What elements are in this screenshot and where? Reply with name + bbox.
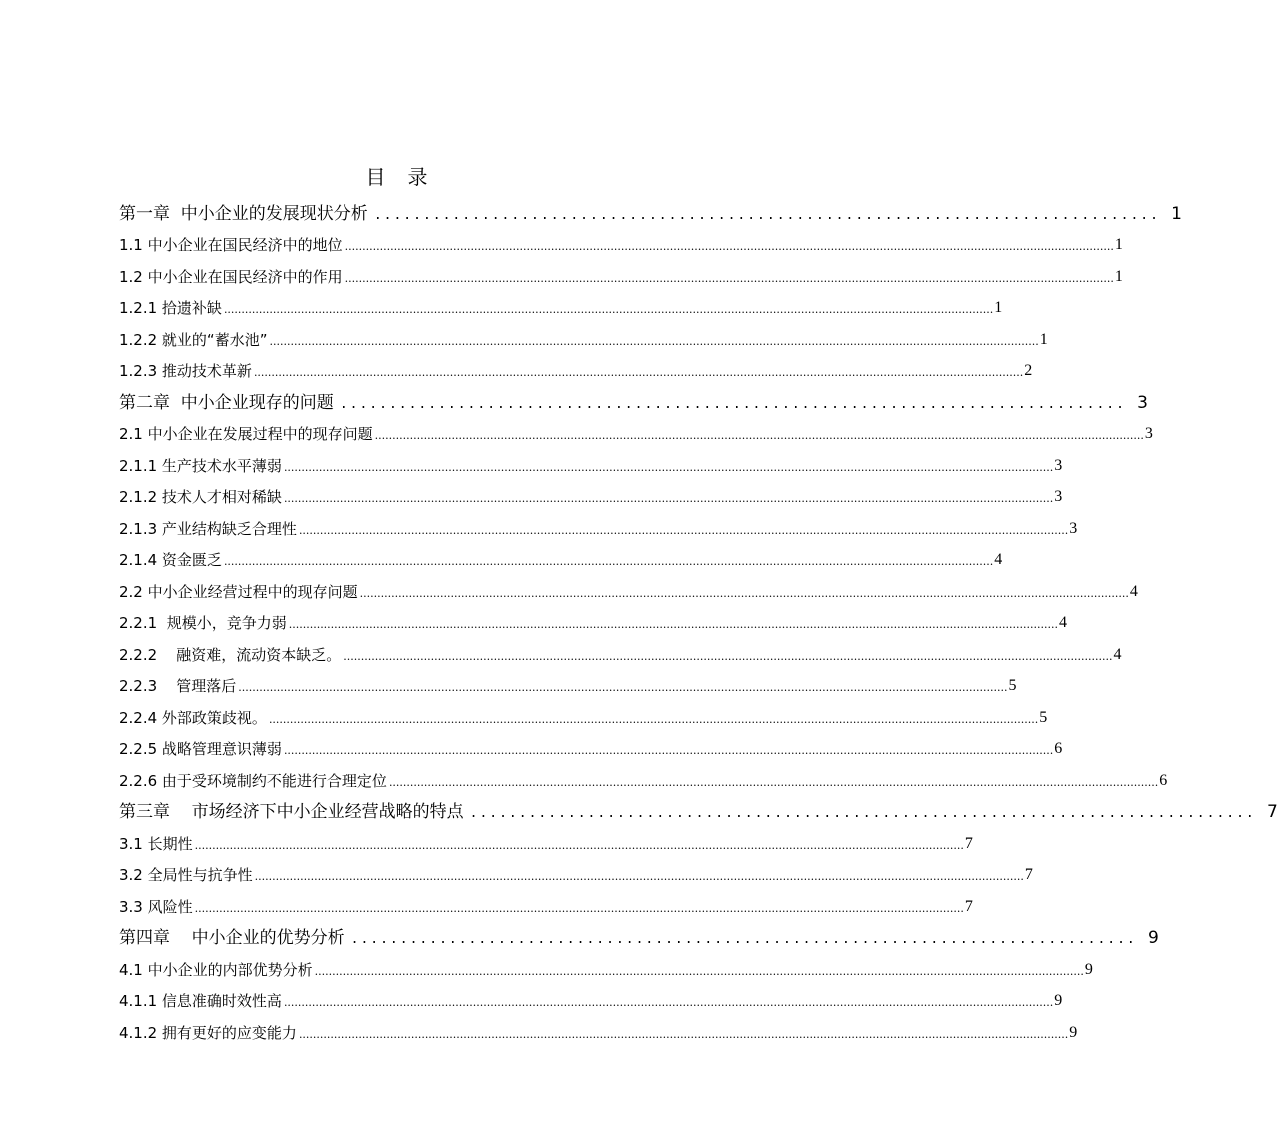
toc-entry-label: 2.2.4 外部政策歧视。 xyxy=(119,708,267,727)
toc-page-number: 1 xyxy=(1039,330,1048,348)
toc-dot-leader: ............................................................................................................................................................................................................................ xyxy=(283,460,1054,474)
toc-dot-leader: ............................................................................................................................................................................................................................ xyxy=(253,366,1024,379)
toc-dot-leader: ............................................................................................................................................................................................................................ xyxy=(388,775,1159,789)
toc-section-entry[interactable] xyxy=(119,636,1122,668)
toc-section-entry[interactable] xyxy=(119,1014,1078,1046)
toc-chapter-entry[interactable] xyxy=(119,920,1159,952)
toc-dot-leader: ............................................................................................................................................................................................................................ xyxy=(194,901,964,915)
toc-entry-label: 4.1.2 拥有更好的应变能力 xyxy=(119,1023,297,1042)
toc-dot-leader: ............................................................................................................................................................................................................................ xyxy=(344,240,1114,253)
toc-dot-leader: ............................................................................................................................................................................................................................ xyxy=(238,681,1008,694)
toc-entry-label: 第三章 市场经济下中小企业经营战略的特点 xyxy=(119,802,464,822)
toc-page-number: 7 xyxy=(1024,866,1033,883)
toc-entry-label: 2.2.1 规模小，竞争力弱 xyxy=(119,614,287,632)
toc-section-entry[interactable] xyxy=(119,951,1093,983)
toc-page-number: 3 xyxy=(1054,456,1063,474)
toc-page-number: 3 xyxy=(1137,392,1148,413)
toc-section-entry[interactable] xyxy=(119,542,1003,574)
toc-section-entry[interactable] xyxy=(119,573,1138,605)
toc-page-number: 1 xyxy=(1114,236,1123,253)
toc-dot-leader: ............................................................................................................................................................................................................................ xyxy=(343,649,1113,663)
toc-entry-label: 2.2 中小企业经营过程中的现存问题 xyxy=(119,582,358,601)
toc-section-entry[interactable] xyxy=(119,447,1063,479)
toc-dot-leader: ............................................................................................................................................................................................................................ xyxy=(254,870,1024,883)
toc-page-number: 1 xyxy=(994,299,1003,316)
toc-title xyxy=(0,163,793,191)
table-of-contents xyxy=(119,195,1278,1046)
toc-section-entry[interactable] xyxy=(119,731,1063,763)
toc-section-entry[interactable] xyxy=(119,290,1003,322)
toc-section-entry[interactable] xyxy=(119,605,1067,637)
toc-title-part2: 录 xyxy=(407,165,428,189)
toc-page-number: 9 xyxy=(1147,928,1159,948)
toc-dot-leader: ............................................................................................................................................................................................................................ xyxy=(223,303,994,316)
toc-dot-leader: ............................................................................................................................................................................................................................ xyxy=(314,964,1084,978)
toc-dot-leader: ............................................................................................................................................................................................................................ xyxy=(344,271,1114,285)
toc-entry-label: 3.1 长期性 xyxy=(119,834,193,853)
toc-page-number: 5 xyxy=(1039,708,1048,726)
toc-page-number: 7 xyxy=(964,834,973,852)
toc-dot-leader: ............................................................................................................................................................................................................................ xyxy=(283,492,1054,505)
toc-section-entry[interactable] xyxy=(119,668,1017,700)
toc-dot-leader: ............................................................................................................................................................................................................................ xyxy=(194,838,964,852)
toc-chapter-entry[interactable] xyxy=(119,794,1278,826)
toc-section-entry[interactable] xyxy=(119,258,1123,290)
toc-page-number: 4 xyxy=(1058,614,1067,631)
toc-entry-label: 2.1 中小企业在发展过程中的现存问题 xyxy=(119,425,373,443)
toc-dot-leader: ............................................................................................................................................................................................................................ xyxy=(298,523,1069,537)
toc-section-entry[interactable] xyxy=(119,699,1048,731)
toc-page-number: 3 xyxy=(1144,425,1153,442)
toc-page-number: 9 xyxy=(1084,960,1093,978)
toc-entry-label: 4.1.1 信息准确时效性高 xyxy=(119,992,282,1010)
toc-dot-leader: ............................................................................................................................................................................................................................ xyxy=(359,586,1129,600)
toc-page-number: 7 xyxy=(964,897,973,915)
toc-title-part1: 目 xyxy=(365,165,386,189)
toc-page-number: 6 xyxy=(1159,771,1168,789)
toc-entry-label: 2.2.2 融资难，流动资本缺乏。 xyxy=(119,645,342,664)
toc-section-entry[interactable] xyxy=(119,825,973,857)
toc-dot-leader: ............................................................................................................................................................................................................................ xyxy=(298,1027,1069,1041)
toc-entry-label: 1.2.3 推动技术革新 xyxy=(119,362,252,380)
toc-dot-leader: ............................................................................................................................................................................................................................ xyxy=(223,555,994,568)
toc-entry-label: 第一章 中小企业的发展现状分析 xyxy=(119,203,368,224)
toc-dot-leader: ............................................................................................................................................................................................................................ xyxy=(268,712,1039,726)
toc-dot-leader: ............................................................................................................................................................................................................................ xyxy=(283,744,1054,757)
toc-entry-label: 第四章 中小企业的优势分析 xyxy=(119,928,345,948)
toc-page-number: 2 xyxy=(1024,362,1033,379)
toc-entry-label: 2.1.3 产业结构缺乏合理性 xyxy=(119,519,297,538)
toc-page-number: 1 xyxy=(1114,267,1123,285)
toc-page-number: 4 xyxy=(1113,645,1122,663)
toc-dot-leader: ................................................................................ xyxy=(350,932,1137,947)
toc-page-number: 3 xyxy=(1069,519,1078,537)
toc-page-number: 4 xyxy=(1129,582,1138,600)
toc-chapter-entry[interactable] xyxy=(119,384,1148,416)
toc-dot-leader: ............................................................................................................................................................................................................................ xyxy=(283,996,1054,1009)
toc-dot-leader: ............................................................................................................................................................................................................................ xyxy=(288,618,1058,631)
toc-entry-label: 1.2 中小企业在国民经济中的作用 xyxy=(119,267,343,286)
toc-dot-leader: ............................................................................................................................................................................................................................ xyxy=(374,429,1144,442)
toc-page-number: 9 xyxy=(1054,992,1063,1009)
toc-entry-label: 第二章 中小企业现存的问题 xyxy=(119,392,334,413)
toc-entry-label: 1.2.1 拾遗补缺 xyxy=(119,299,222,317)
toc-section-entry[interactable] xyxy=(119,983,1063,1015)
toc-page-number: 1 xyxy=(1171,203,1182,224)
toc-entry-label: 3.3 风险性 xyxy=(119,897,193,916)
toc-dot-leader: ................................................................................ xyxy=(339,396,1126,412)
toc-page-number: 9 xyxy=(1069,1023,1078,1041)
toc-entry-label: 2.2.3 管理落后 xyxy=(119,677,237,695)
toc-entry-label: 2.1.1 生产技术水平薄弱 xyxy=(119,456,282,475)
toc-entry-label: 2.1.4 资金匮乏 xyxy=(119,551,222,569)
toc-section-entry[interactable] xyxy=(119,888,973,920)
toc-entry-label: 2.2.6 由于受环境制约不能进行合理定位 xyxy=(119,771,387,790)
toc-entry-label: 1.2.2 就业的“蓄水池” xyxy=(119,330,268,349)
toc-section-entry[interactable] xyxy=(119,510,1078,542)
toc-entry-label: 1.1 中小企业在国民经济中的地位 xyxy=(119,236,343,254)
toc-chapter-entry[interactable] xyxy=(119,195,1182,227)
toc-dot-leader: ................................................................................ xyxy=(373,207,1160,223)
toc-entry-label: 3.2 全局性与抗争性 xyxy=(119,866,253,884)
toc-dot-leader: ............................................................................................................................................................................................................................ xyxy=(269,334,1039,348)
toc-page-number: 4 xyxy=(994,551,1003,568)
toc-entry-label: 2.2.5 战略管理意识薄弱 xyxy=(119,740,282,758)
toc-entry-label: 4.1 中小企业的内部优势分析 xyxy=(119,960,313,979)
toc-page-number: 5 xyxy=(1008,677,1017,694)
toc-section-entry[interactable] xyxy=(119,857,1033,889)
toc-page-number: 7 xyxy=(1266,802,1278,822)
toc-dot-leader: ................................................................................ xyxy=(469,806,1256,821)
toc-section-entry[interactable] xyxy=(119,227,1123,259)
toc-page-number: 6 xyxy=(1054,740,1063,757)
toc-page-number: 3 xyxy=(1054,488,1063,505)
toc-section-entry[interactable] xyxy=(119,353,1033,385)
toc-entry-label: 2.1.2 技术人才相对稀缺 xyxy=(119,488,282,506)
toc-section-entry[interactable] xyxy=(119,321,1048,353)
toc-section-entry[interactable] xyxy=(119,479,1063,511)
toc-section-entry[interactable] xyxy=(119,762,1168,794)
toc-section-entry[interactable] xyxy=(119,416,1153,448)
